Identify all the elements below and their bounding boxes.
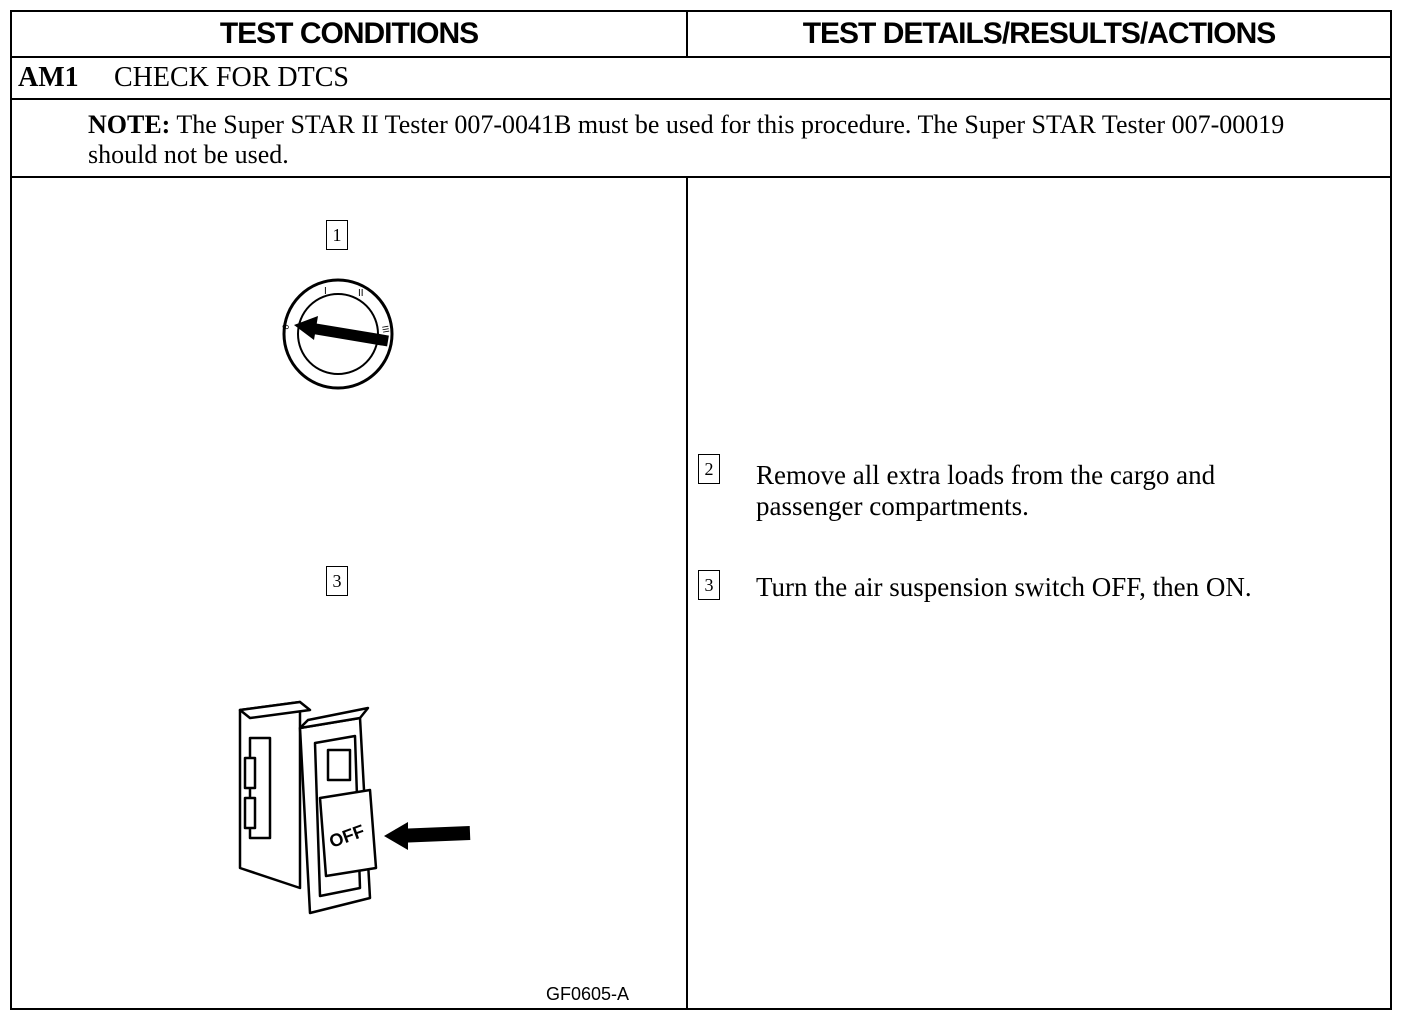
test-procedure-table: [10, 10, 1392, 1010]
ignition-position-2: II: [358, 288, 364, 299]
instruction-2-number: 2: [698, 454, 720, 484]
ignition-position-1: I: [324, 286, 327, 297]
callout-3: 3: [326, 566, 348, 596]
header-test-conditions: TEST CONDITIONS: [12, 12, 688, 56]
ignition-position-0: 0: [280, 323, 292, 331]
step-id: AM1: [18, 62, 79, 93]
air-suspension-switch-illustration: [220, 698, 480, 918]
step-title: CHECK FOR DTCS: [114, 62, 349, 93]
test-conditions-column: [12, 178, 688, 1008]
note-label: NOTE:: [88, 110, 171, 139]
note-row: [12, 100, 1390, 178]
switch-off-label: OFF: [326, 820, 368, 852]
ignition-position-3: III: [380, 324, 392, 334]
ignition-switch-illustration: [270, 268, 410, 398]
instruction-3-number: 3: [698, 570, 720, 600]
header-test-details: TEST DETAILS/RESULTS/ACTIONS: [802, 17, 1276, 50]
table-header-row: [12, 12, 1390, 58]
instruction-3-text: Turn the air suspension switch OFF, then ON.: [756, 572, 1252, 602]
callout-1: 1: [326, 220, 348, 250]
figure-code: GF0605-A: [546, 984, 630, 1004]
step-title-row: [12, 58, 1390, 100]
note-text: The Super STAR II Tester 007-0041B must be used for this procedure. The Super STAR Tester 007-00019 should not be used.: [88, 110, 1285, 169]
instruction-2-text: Remove all extra loads from the cargo and passenger compartments.: [756, 460, 1216, 521]
test-details-column: [688, 178, 1390, 1008]
